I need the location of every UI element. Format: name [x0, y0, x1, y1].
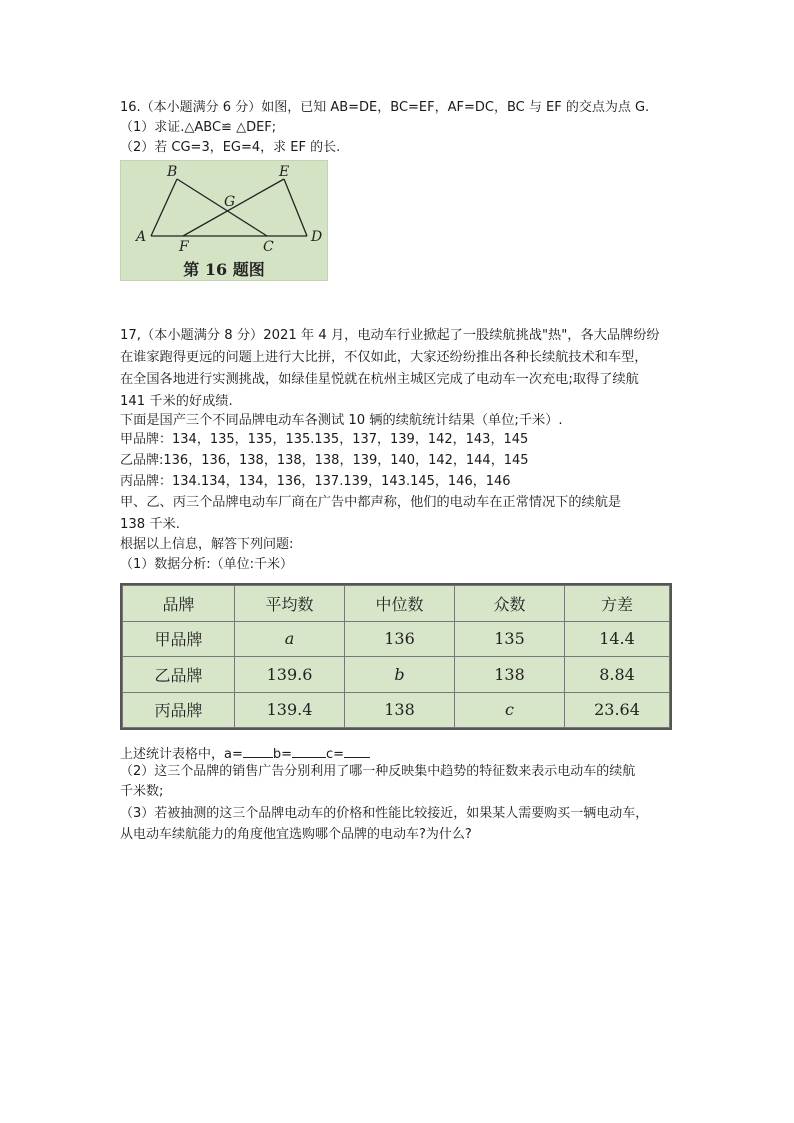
q17-para-line1: 17,（本小题满分 8 分）2021 年 4 月，电动车行业掀起了一股续航挑战"热"，各大品牌纷纷	[120, 328, 660, 343]
label-f: F	[179, 239, 189, 255]
cell-variance: 14.4	[565, 621, 670, 657]
fill-c-label: c=	[326, 747, 345, 762]
cell-mean: 139.4	[235, 692, 345, 728]
claim-line1: 甲、乙、丙三个品牌电动车厂商在广告中都声称，他们的电动车在正常情况下的续航是	[120, 495, 622, 510]
q16-part2: （2）若 CG=3，EG=4，求 EF 的长.	[120, 140, 341, 155]
table-row	[123, 692, 670, 728]
q17-prompt: 根据以上信息，解答下列问题:	[120, 537, 294, 552]
cell-brand: 甲品牌	[123, 621, 235, 657]
cell-mode: 135	[455, 621, 565, 657]
q17-part3-line2: 从电动车续航能力的角度他宜选购哪个品牌的电动车?为什么?	[120, 827, 472, 842]
q17-intro: 下面是国产三个不同品牌电动车各测试 10 辆的续航统计结果（单位;千米）.	[120, 413, 563, 428]
answer-blank-a[interactable]	[243, 743, 273, 758]
q16-part1: （1）求证.△ABC≌ △DEF;	[120, 120, 277, 135]
cell-median: b	[345, 657, 455, 693]
header-variance: 方差	[565, 586, 670, 622]
answer-blank-c[interactable]	[344, 743, 370, 758]
label-g: G	[224, 194, 236, 210]
cell-mean: 139.6	[235, 657, 345, 693]
cell-brand: 丙品牌	[123, 692, 235, 728]
q17-para-line4: 141 千米的好成绩.	[120, 394, 233, 409]
fill-prefix: 上述统计表格中，a=	[120, 747, 243, 762]
label-d: D	[311, 229, 323, 245]
brand-b-data: 乙品牌:136，136，138，138，138，139，140，142，144，145	[120, 453, 529, 468]
q17-part2-line2: 千米数;	[120, 784, 164, 799]
fill-b-label: b=	[272, 747, 293, 762]
q16-figure	[120, 160, 328, 281]
brand-c-data: 丙品牌：134.134，134，136，137.139，143.145，146，146	[120, 474, 511, 489]
statistics-table	[120, 583, 672, 730]
cell-median: 136	[345, 621, 455, 657]
cell-variance: 8.84	[565, 657, 670, 693]
table-row	[123, 621, 670, 657]
figure-caption: 第 16 题图	[183, 260, 265, 279]
header-brand: 品牌	[123, 586, 235, 622]
answer-blank-b[interactable]	[292, 743, 326, 758]
table-row	[123, 657, 670, 693]
header-mode: 众数	[455, 586, 565, 622]
q17-para-line3: 在全国各地进行实测挑战，如绿佳星悦就在杭州主城区完成了电动车一次充电;取得了续航	[120, 372, 639, 387]
cell-mode: c	[455, 692, 565, 728]
label-a: A	[136, 229, 147, 245]
line-bc	[177, 179, 267, 236]
line-ed	[284, 179, 307, 236]
label-c: C	[263, 239, 274, 255]
label-b: B	[167, 164, 178, 180]
q16-stem: 16.（本小题满分 6 分）如图，已知 AB=DE，BC=EF，AF=DC，BC 与 EF 的交点为点 G.	[120, 100, 650, 115]
header-median: 中位数	[345, 586, 455, 622]
table-header-row	[123, 586, 670, 622]
label-e: E	[279, 164, 290, 180]
cell-variance: 23.64	[565, 692, 670, 728]
q17-para-line2: 在谁家跑得更远的问题上进行大比拼，不仅如此，大家还纷纷推出各种长续航技术和车型，	[120, 350, 648, 365]
q17-part3-line1: （3）若被抽测的这三个品牌电动车的价格和性能比较接近，如果某人需要购买一辆电动车，	[120, 806, 649, 821]
fill-in-line	[120, 743, 370, 764]
cell-brand: 乙品牌	[123, 657, 235, 693]
claim-line2: 138 千米.	[120, 517, 180, 532]
cell-mean: a	[235, 621, 345, 657]
header-mean: 平均数	[235, 586, 345, 622]
line-ab	[151, 179, 177, 236]
q17-part1: （1）数据分析:（单位:千米）	[120, 557, 294, 572]
cell-median: 138	[345, 692, 455, 728]
brand-a-data: 甲品牌：134，135，135，135.135，137，139，142，143，145	[120, 432, 529, 447]
cell-mode: 138	[455, 657, 565, 693]
q17-part2-line1: （2）这三个品牌的销售广告分别利用了哪一种反映集中趋势的特征数来表示电动车的续航	[120, 764, 636, 779]
